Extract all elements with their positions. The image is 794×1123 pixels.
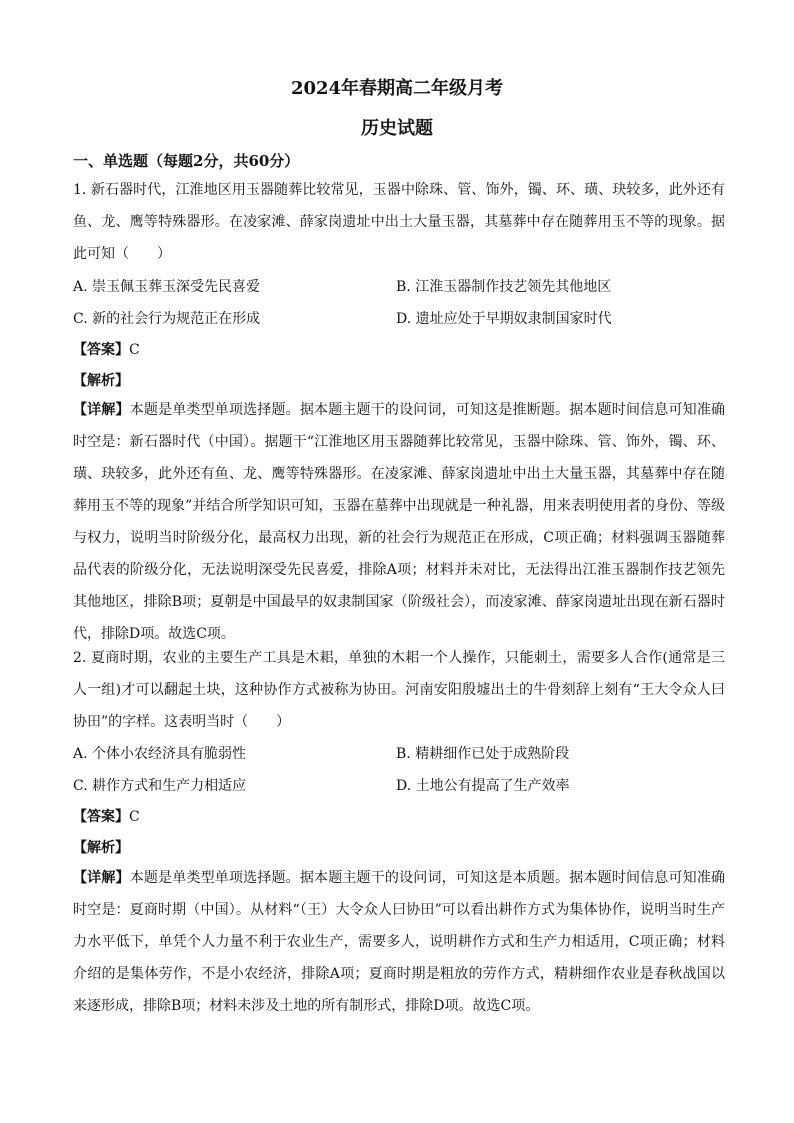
question-2-analysis-tag: 【解析】 — [73, 840, 129, 856]
answer-value: C — [129, 809, 140, 825]
detail-text: 本题是单类型单项选择题。据本题主题干的设问词，可知这是本质题。据本题时间信息可知准确时空是：夏商时期（中国）。从材料“（王）大令众人曰协田”可以看出耕作方式为集体协作，说明当时生产力水平低下，单凭个人力量不利于农业生产，需要多人，说明耕作方式和生产力相适用，C项正确；材料介绍的是集体劳作，不是小农经济，排除A项；夏商时期是粗放的劳作方式，精耕细作农业是春秋战国以来逐形成，排除B项；材料未涉及土地的所有制形式，排除D项。故选C项。 — [73, 870, 726, 1014]
question-1-option-a: A. 崇玉佩玉葬玉深受先民喜爱 — [73, 279, 261, 295]
exam-title: 2024年春期高二年级月考 — [290, 78, 504, 99]
question-1-option-c: C. 新的社会行为规范正在形成 — [73, 311, 261, 327]
answer-value: C — [129, 342, 140, 358]
question-1-stem: 1. 新石器时代，江淮地区用玉器随葬比较常见，玉器中除珠、管、饰外，镯、环、璜、玦较多，此外还有鱼、龙、鹰等特殊器形。在凌家滩、薛家岗遗址中出土大量玉器，其墓葬中存在随葬用玉不等的现象。据此可知（ ） — [73, 182, 725, 262]
detail-tag: 【详解】 — [73, 402, 130, 418]
question-2-option-d: D. 土地公有提高了生产效率 — [396, 778, 570, 794]
question-1-detail — [73, 394, 725, 650]
answer-tag: 【答案】 — [73, 809, 129, 825]
exam-subtitle: 历史试题 — [361, 118, 433, 139]
section-heading: 一、单选题（每题2分，共60分） — [73, 152, 300, 170]
question-2-detail — [73, 862, 725, 1022]
question-1-answer — [73, 339, 140, 359]
detail-text: 本题是单类型单项选择题。据本题主题干的设问词，可知这是推断题。据本题时间信息可知准确时空是：新石器时代（中国）。据题干“江淮地区用玉器随葬比较常见，玉器中除珠、管、饰外，镯、环、璜、玦较多，此外还有鱼、龙、鹰等特殊器形。在凌家滩、薛家岗遗址中出土大量玉器，其墓葬中存在随葬用玉不等的现象”并结合所学知识可知，玉器在墓葬中出现就是一种礼器，用来表明使用者的身份、等级与权力，说明当时阶级分化，最高权力出现，新的社会行为规范正在形成，C项正确；材料强调玉器随葬品代表的阶级分化，无法说明深受先民喜爱，排除A项；材料并未对比，无法得出江淮玉器制作技艺领先其他地区，排除B项；夏朝是中国最早的奴隶制国家（阶级社会），而凌家滩、薛家岗遗址出现在新石器时代，排除D项。故选C项。 — [73, 402, 726, 642]
question-2-option-b: B. 精耕细作已处于成熟阶段 — [396, 746, 570, 762]
question-1-option-b: B. 江淮玉器制作技艺领先其他地区 — [396, 279, 612, 295]
detail-tag: 【详解】 — [73, 870, 130, 886]
question-2-answer — [73, 806, 140, 826]
question-1-option-d: D. 遗址应处于早期奴隶制国家时代 — [396, 311, 612, 327]
question-2-option-c: C. 耕作方式和生产力相适应 — [73, 778, 247, 794]
answer-tag: 【答案】 — [73, 342, 129, 358]
question-2-stem: 2. 夏商时期，农业的主要生产工具是木耜，单独的木耜一个人操作，只能刺土，需要多人合作(通常是三人一组)才可以翻起土块，这种协作方式被称为协田。河南安阳殷墟出土的牛骨刻辞上刻有“王大令众人曰协田”的字样。这表明当时（ ） — [73, 650, 725, 730]
question-1-analysis-tag: 【解析】 — [73, 373, 129, 389]
question-2-option-a: A. 个体小农经济具有脆弱性 — [73, 746, 247, 762]
